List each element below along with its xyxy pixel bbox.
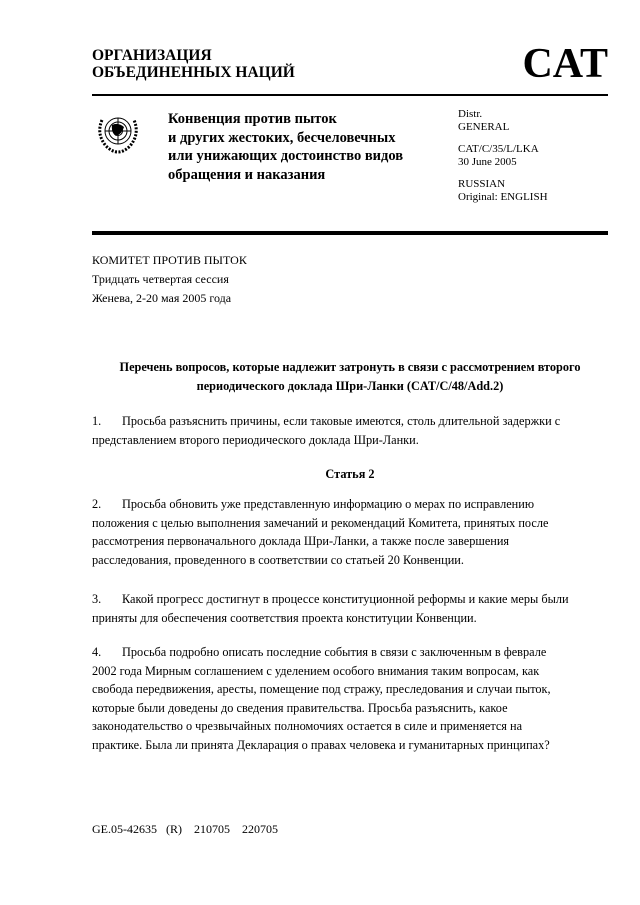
paragraph-number: 1.	[92, 414, 102, 428]
article-heading: Статья 2	[325, 467, 375, 481]
paragraph-2	[92, 495, 608, 569]
footer-job-number: GE.05-42635 (R) 210705 220705	[92, 822, 278, 836]
document-symbol-large: CAT	[522, 41, 608, 87]
paragraph-1	[92, 412, 608, 449]
paragraph-line: приняты для обеспечения соответствия проекта конституции Конвенции.	[92, 610, 477, 625]
convention-line: обращения и наказания	[168, 166, 326, 183]
original-language: Original: ENGLISH	[458, 191, 548, 203]
org-line: ОРГАНИЗАЦИЯ	[92, 47, 212, 64]
organization-name	[92, 47, 295, 81]
location-date: Женева, 2-20 мая 2005 года	[92, 291, 232, 305]
paragraph-line: Какой прогресс достигнут в процессе конституционной реформы и какие меры были	[122, 592, 569, 606]
paragraph-line: рассмотрения первоначального доклада Шри-Ланки, а также после завершения	[92, 534, 510, 549]
paragraph-line: положения с целью выполнения замечаний и рекомендаций Комитета, принятых после	[92, 515, 549, 530]
doc-date: 30 June 2005	[458, 156, 517, 168]
convention-title	[168, 110, 403, 184]
paragraph-line: которые были доведены до сведения правительства. Просьба разъяснить, какое	[92, 700, 508, 715]
paragraph-3	[92, 590, 608, 627]
paragraph-line: Просьба разъяснить причины, если таковые имеются, столь длительной задержки с	[122, 414, 561, 428]
paragraph-line: 2002 года Мирным соглашением с уделением особого внимания таким вопросам, как	[92, 663, 540, 678]
doc-language: RUSSIAN	[458, 178, 506, 190]
convention-line: и других жестоких, бесчеловечных	[168, 129, 396, 146]
paragraph-line: законодательство о чрезвычайных полномочиях остается в силе и применяется на	[92, 719, 523, 734]
divider	[92, 94, 608, 96]
distribution: GENERAL	[458, 121, 510, 133]
paragraph-line: расследования, проведенного в соответствии со статьей 20 Конвенции.	[92, 552, 464, 567]
doc-symbol: CAT/C/35/L/LKA	[458, 143, 539, 155]
committee-info	[92, 251, 247, 308]
paragraph-line: практике. Была ли принята Декларация о правах человека и гуманитарных принципах?	[92, 737, 550, 752]
paragraph-line: Просьба обновить уже представленную информацию о мерах по исправлению	[122, 497, 535, 511]
session: Тридцать четвертая сессия	[92, 272, 229, 286]
org-line: ОБЪЕДИНЕННЫХ НАЦИЙ	[92, 64, 295, 81]
paragraph-4	[92, 643, 608, 755]
paragraph-line: свобода передвижения, аресты, помещение под стражу, преследования и случаи пыток,	[92, 682, 551, 697]
convention-line: Конвенция против пыток	[168, 111, 337, 127]
paragraph-number: 4.	[92, 645, 102, 659]
thick-divider	[92, 231, 608, 235]
paragraph-number: 3.	[92, 592, 102, 606]
title-line: периодического доклада Шри-Ланки (CAT/C/48/Add.2)	[196, 378, 504, 393]
paragraph-number: 2.	[92, 497, 102, 511]
document-meta	[458, 108, 548, 204]
committee-name: КОМИТЕТ ПРОТИВ ПЫТОК	[92, 253, 247, 267]
paragraph-line: Просьба подробно описать последние события в связи с заключенным в феврале	[122, 645, 547, 659]
un-emblem-icon	[94, 108, 142, 156]
convention-line: или унижающих достоинство видов	[168, 148, 404, 164]
paragraph-line: представлением второго периодического доклада Шри-Ланки.	[92, 432, 419, 447]
title-line: Перечень вопросов, которые надлежит затронуть в связи с рассмотрением второго	[119, 360, 581, 374]
document-title	[92, 358, 608, 395]
distr-label: Distr.	[458, 108, 483, 120]
